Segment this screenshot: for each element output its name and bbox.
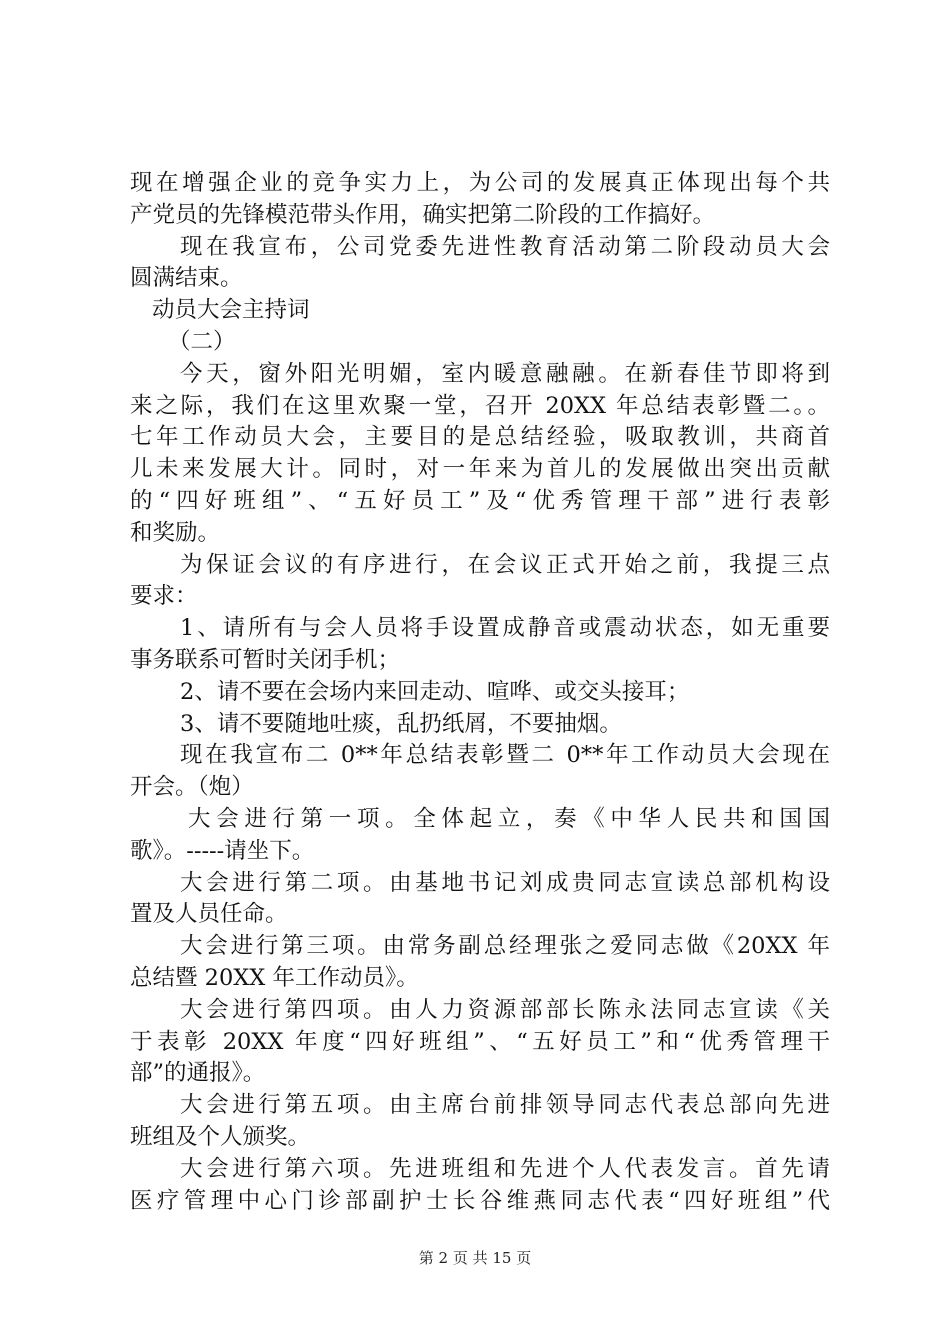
text-line: 今天，窗外阳光明媚，室内暖意融融。在新春佳节即将到 — [180, 360, 830, 387]
text-line: 七年工作动员大会，主要目的是总结经验，吸取教训，共商首 — [130, 424, 830, 451]
text-line: 现在增强企业的竞争实力上，为公司的发展真正体现出每个共 — [130, 170, 830, 196]
agenda-item: 大会进行第六项。先进班组和先进个人代表发言。首先请 — [180, 1155, 830, 1182]
text-line: 现在我宣布，公司党委先进性教育活动第二阶段动员大会 — [180, 233, 830, 260]
text-line: 为保证会议的有序进行，在会议正式开始之前，我提三点 — [180, 551, 830, 578]
text-line: 开会。（炮） — [130, 774, 254, 801]
agenda-item: 大会进行第三项。由常务副总经理张之爱同志做《20XX 年 — [180, 933, 830, 960]
text-line: 的“四好班组”、“五好员工”及“优秀管理干部”进行表彰 — [130, 487, 830, 514]
list-item: 2、请不要在会场内来回走动、喧哗、或交头接耳； — [180, 678, 690, 705]
text-line: 事务联系可暂时关闭手机； — [130, 646, 401, 673]
agenda-item: 大会进行第五项。由主席台前排领导同志代表总部向先进 — [180, 1092, 830, 1119]
text-line: 于表彰 20XX 年度“四好班组”、“五好员工”和“优秀管理干 — [130, 1028, 830, 1055]
agenda-item: 大会进行第二项。由基地书记刘成贵同志宣读总部机构设 — [180, 869, 830, 896]
document-body — [130, 168, 830, 1217]
list-item: 1、请所有与会人员将手设置成静音或震动状态，如无重要 — [180, 615, 830, 642]
section-title: 动员大会主持词 — [152, 297, 310, 324]
page-number: 第 2 页 共 15 页 — [418, 1249, 532, 1267]
text-line: 部”的通报》。 — [130, 1060, 266, 1087]
text-line: 和奖励。 — [130, 519, 221, 546]
text-line: 班组及个人颁奖。 — [130, 1123, 311, 1150]
text-line: 圆满结束。 — [130, 265, 243, 292]
text-line: 来之际，我们在这里欢聚一堂，召开 20XX 年总结表彰暨二。。 — [130, 392, 830, 419]
list-item: 3、请不要随地吐痰，乱扔纸屑，不要抽烟。 — [180, 710, 622, 737]
text-line: 儿未来发展大计。同时，对一年来为首儿的发展做出突出贡献 — [130, 456, 830, 483]
text-line: 医疗管理中心门诊部副护士长谷维燕同志代表“四好班组”代 — [130, 1187, 830, 1214]
section-subtitle: （二） — [168, 328, 236, 355]
text-line: 要求： — [130, 583, 198, 610]
text-line: 总结暨 20XX 年工作动员》。 — [130, 964, 419, 991]
text-line: 产党员的先锋模范带头作用，确实把第二阶段的工作搞好。 — [130, 201, 716, 228]
agenda-item: 大会进行第四项。由人力资源部部长陈永法同志宣读《关 — [180, 996, 830, 1023]
text-line: 置及人员任命。 — [130, 901, 288, 928]
text-line: 现在我宣布二 0**年总结表彰暨二 0**年工作动员大会现在 — [180, 742, 830, 769]
text-line: 歌》。-----请坐下。 — [130, 837, 315, 864]
agenda-item: 大会进行第一项。全体起立，奏《中华人民共和国国 — [188, 805, 830, 832]
